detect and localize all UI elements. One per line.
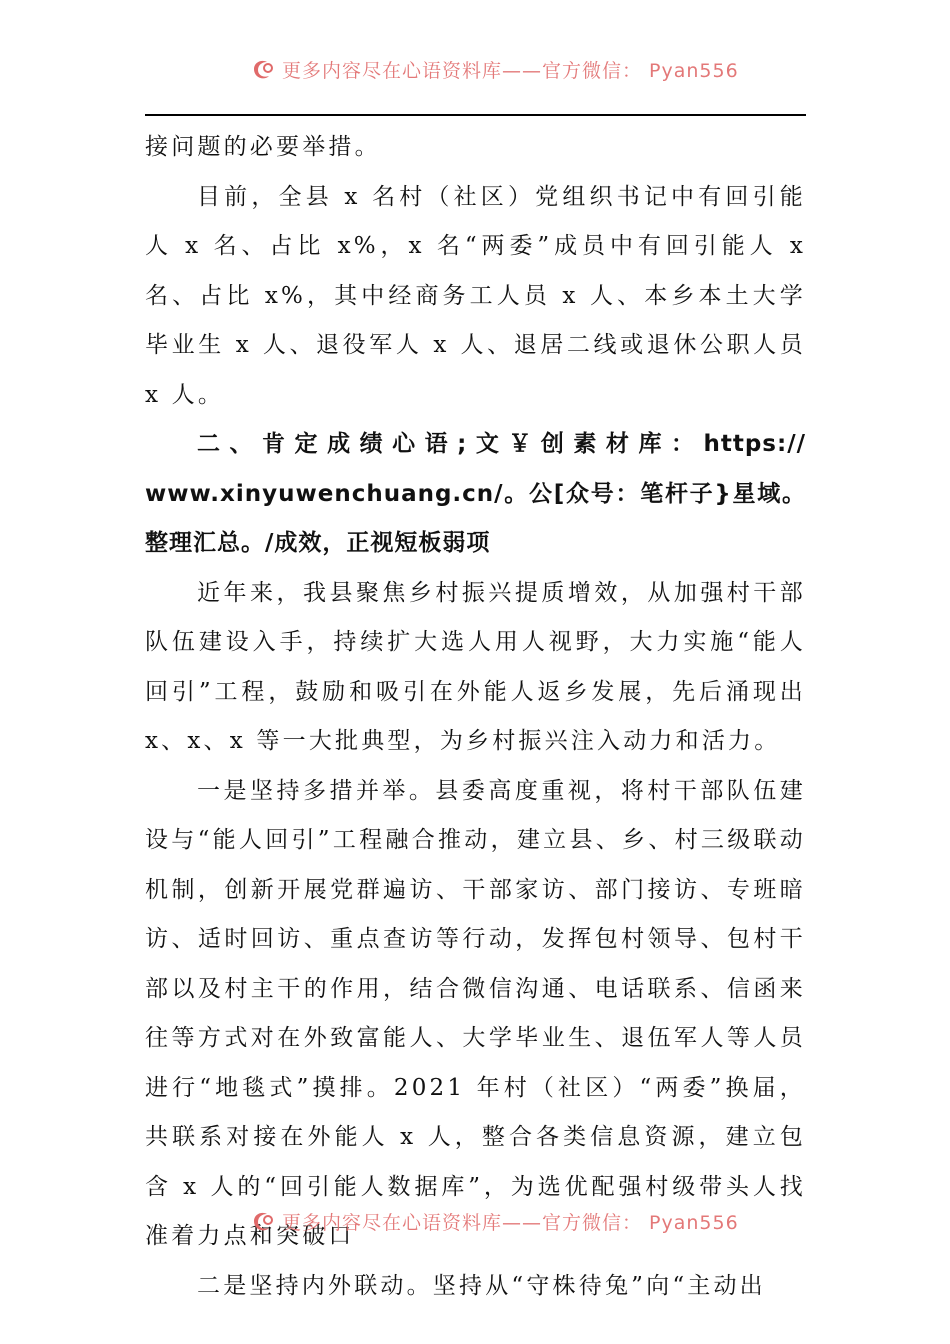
paragraph-point-two: 二是坚持内外联动。坚持从“守株待兔”向“主动出 bbox=[197, 1272, 766, 1299]
watermark-text: 更多内容尽在心语资料库——官方微信： Pyan556 bbox=[282, 59, 739, 82]
paragraph-point-one: 一是坚持多措并举。县委高度重视，将村干部队伍建设与“能人回引”工程融合推动，建立县、乡、村三级联动机制，创新开展党群遍访、干部家访、部门接访、专班暗访、适时回访、重点查访等行动，发挥包村领导、包村干部以及村主干的作用，结合微信沟通、电话联系、信函来往等方式对在外致富能人、大学毕业生、退伍军人等人员进行“地毯式”摸排。2021 年村（社区）“两委”换届，共联系对接在外能人 x 人，整合各类信息资源，建立包含 x 人的“回引能人数据库”，为选优配强村级带头人找准着力点和突破口 bbox=[145, 777, 806, 1249]
paragraph-continuation: 接问题的必要举措。 bbox=[145, 134, 381, 160]
header-rule bbox=[145, 114, 806, 116]
watermark-text: 更多内容尽在心语资料库——官方微信： Pyan556 bbox=[282, 1211, 739, 1234]
watermark-logo-icon bbox=[250, 56, 276, 82]
paragraph-statistics: 目前，全县 x 名村（社区）党组织书记中有回引能人 x 名、占比 x%，x 名“两委”成员中有回引能人 x 名、占比 x%，其中经商务工人员 x 人、本乡本土大学毕业生 x 人、退役军人 x 人、退居二线或退休公职人员 x 人。 bbox=[145, 183, 806, 408]
section-heading: 二、肯定成绩心语;文￥创素材库：https:// www.xinyuwenchuang.cn/。公[众号：笔杆子}星域。整理汇总。/成效，正视短板弱项 bbox=[145, 431, 806, 556]
footer-watermark bbox=[250, 1208, 770, 1234]
header-watermark bbox=[250, 56, 770, 82]
watermark-logo-icon bbox=[250, 1208, 276, 1234]
paragraph-overview: 近年来，我县聚焦乡村振兴提质增效，从加强村干部队伍建设入手，持续扩大选人用人视野，大力实施“能人回引”工程，鼓励和吸引在外能人返乡发展，先后涌现出 x、x、x 等一大批典型，为乡村振兴注入动力和活力。 bbox=[145, 579, 806, 754]
document-body bbox=[145, 123, 806, 1311]
